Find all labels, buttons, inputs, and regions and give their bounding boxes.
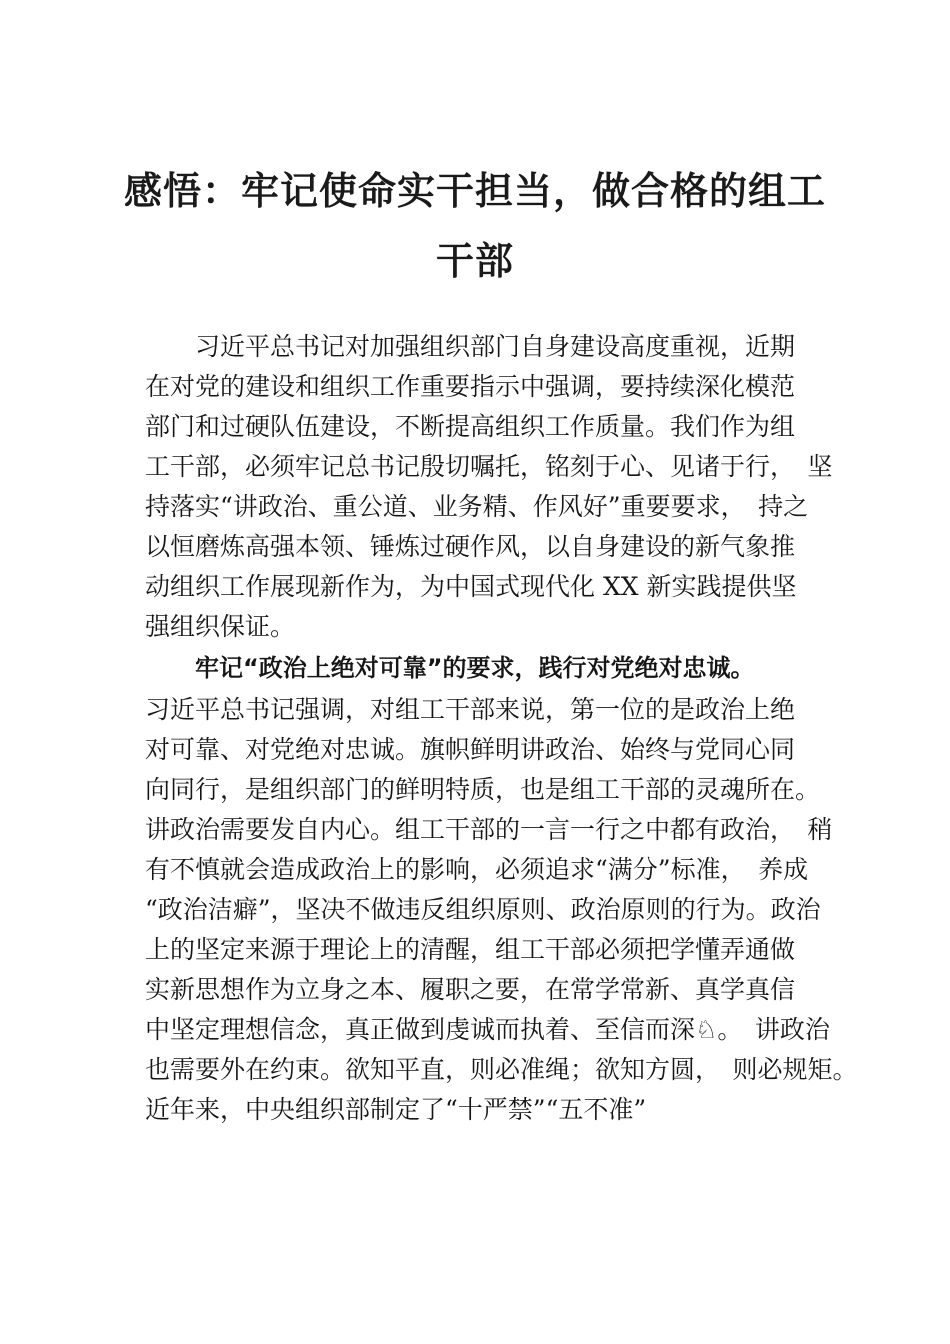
document-title-line-2: 干部	[435, 239, 514, 283]
paragraph-1-line: 习近平总书记对加强组织部门自身建设高度重视，近期	[195, 332, 796, 361]
paragraph-2-line: 讲政治需要发自内心。组工干部的一言一行之中都有政治， 稍	[145, 815, 833, 844]
section-heading: 牢记“政治上绝对可靠”的要求，践行对党绝对忠诚。	[195, 654, 755, 682]
paragraph-1-line: 在对党的建设和组织工作重要指示中强调，要持续深化模范	[145, 372, 796, 401]
paragraph-2-line: 也需要外在约束。欲知平直，则必准绳；欲知方圆， 则必规矩。	[145, 1055, 858, 1084]
paragraph-1-line: 动组织工作展现新作为，为中国式现代化 XX 新实践提供坚	[145, 572, 797, 601]
paragraph-2-line: 有不慎就会造成政治上的影响，必须追求“满分”标准， 养成	[145, 855, 809, 884]
paragraph-2-line: 对可靠、对党绝对忠诚。旗帜鲜明讲政治、始终与党同心同	[145, 735, 796, 764]
paragraph-2-line: 实新思想作为立身之本、履职之要，在常学常新、真学真信	[145, 975, 796, 1004]
paragraph-1-line: 工干部，必须牢记总书记殷切嘱托，铭刻于心、见诸于行， 坚	[145, 452, 833, 481]
paragraph-1-line: 以恒磨炼高强本领、锤炼过硬作风，以自身建设的新气象推	[145, 532, 796, 561]
paragraph-2-line: 中坚定理想信念，真正做到虔诚而执着、至信而深♘。 讲政治	[145, 1015, 830, 1044]
paragraph-2-line: 向同行，是组织部门的鲜明特质，也是组工干部的灵魂所在。	[145, 775, 821, 804]
paragraph-2-line: 习近平总书记强调，对组工干部来说，第一位的是政治上绝	[145, 695, 796, 724]
paragraph-2-line: 近年来，中央组织部制定了“十严禁”“五不准”	[145, 1095, 647, 1124]
paragraph-2-line: “政治洁癖”，坚决不做违反组织原则、政治原则的行为。政治	[145, 895, 821, 924]
paragraph-2-line: 上的坚定来源于理论上的清醒，组工干部必须把学懂弄通做	[145, 935, 796, 964]
paragraph-1-line: 部门和过硬队伍建设，不断提高组织工作质量。我们作为组	[145, 412, 796, 441]
paragraph-1-line: 强组织保证。	[145, 612, 296, 641]
document-title-line-1: 感悟：牢记使命实干担当，做合格的组工	[123, 169, 826, 213]
paragraph-1-line: 持落实“讲政治、重公道、业务精、作风好”重要要求， 持之	[145, 492, 809, 521]
